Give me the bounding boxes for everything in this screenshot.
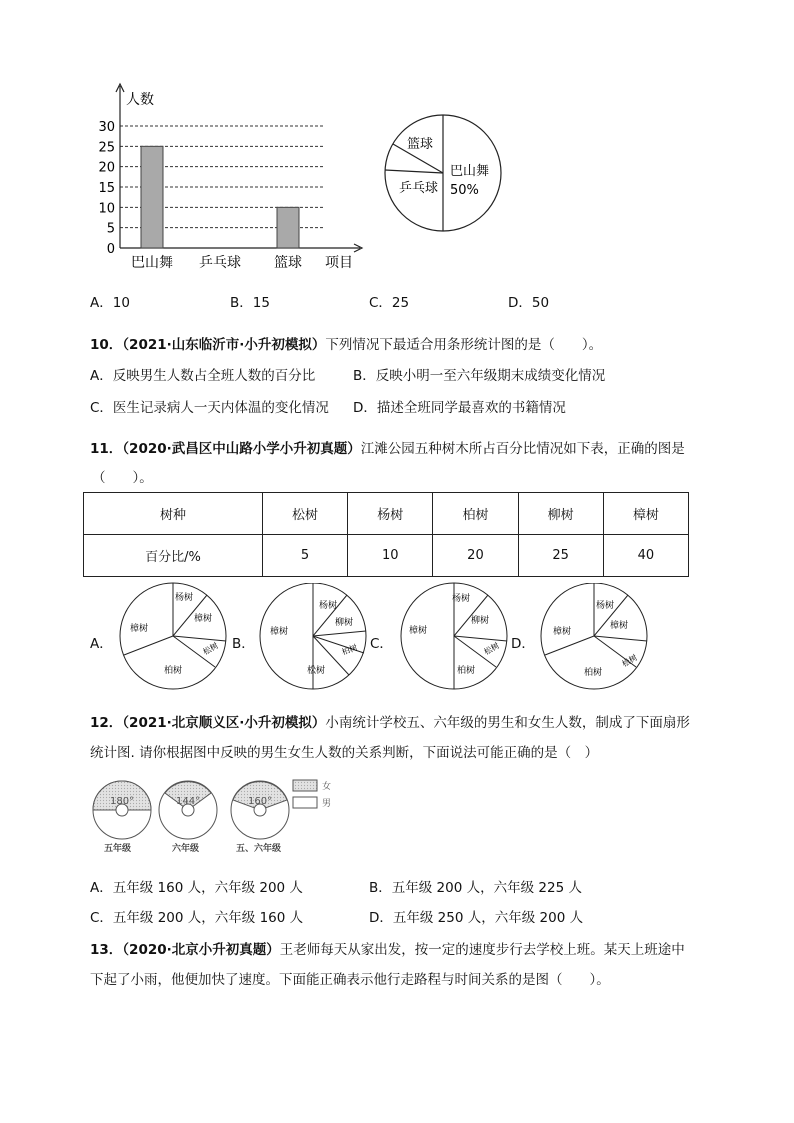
q11-stem-line2: （ ）。: [92, 470, 153, 486]
table-row: [84, 535, 689, 577]
pie-a-label-yang: 杨树: [175, 593, 194, 603]
x-category-label: 乒乓球: [199, 255, 241, 271]
grade5-6-caption: 五、六年级: [236, 844, 282, 854]
q11-stem: [90, 437, 685, 457]
q10-stem-text: 下列情况下最适合用条形统计图的是（ ）。: [325, 337, 603, 353]
q11-option-b-pie[interactable]: [256, 583, 371, 693]
table-header-cell: 柳树: [518, 493, 603, 535]
table-row: [84, 493, 689, 535]
q12-stem-line2: 统计图. 请你根据图中反映的男生女生人数的关系判断，下面说法可能正确的是（ ）: [90, 745, 599, 761]
q12-option-c[interactable]: C．五年级 200 人，六年级 160 人: [90, 910, 304, 926]
table-cell: 20: [433, 535, 518, 577]
q10-stem: [90, 333, 602, 353]
pie-c-label-yang: 杨树: [452, 594, 471, 604]
q13-source: （2020·北京小升初真题）: [122, 942, 280, 958]
q10-option-b[interactable]: B．反映小明一至六年级期末成绩变化情况: [353, 368, 606, 384]
y-tick-label: 5: [106, 221, 115, 237]
q11-option-d-letter[interactable]: D．: [511, 636, 535, 652]
q12-option-a[interactable]: A．五年级 160 人，六年级 200 人: [90, 880, 303, 896]
q12-option-d[interactable]: D．五年级 250 人，六年级 200 人: [369, 910, 584, 926]
pie-b-label-zhang: 樟树: [270, 627, 289, 637]
table-header-cell: 柏树: [433, 493, 518, 535]
q10-option-c[interactable]: C．医生记录病人一天内体温的变化情况: [90, 400, 329, 416]
pie-a-label-zhang: 樟树: [194, 614, 213, 624]
q10-option-a[interactable]: A．反映男生人数占全班人数的百分比: [90, 368, 316, 384]
q13-stem-line2: 下起了小雨，他便加快了速度。下面能正确表示他行走路程与时间关系的是图（ ）。: [90, 972, 610, 988]
grade5-caption: 五年级: [104, 844, 132, 854]
pie-label-pingpong: 乒乓球: [399, 181, 439, 196]
grade6-circle: [159, 781, 217, 854]
pie-c-label-zhang: 樟树: [409, 626, 428, 636]
q12-stem: [90, 711, 690, 731]
y-tick-label: 15: [98, 181, 115, 196]
grade5-circle: [93, 781, 151, 854]
q10-source: （2021·山东临沂市·小升初模拟）: [122, 337, 326, 353]
grade6-angle: 144°: [176, 796, 201, 807]
bar-chart: [90, 80, 370, 275]
grade6-caption: 六年级: [172, 844, 200, 854]
grade5-angle: 180°: [110, 796, 135, 807]
table-cell: 百分比/%: [84, 535, 263, 577]
q12-stem-text: 小南统计学校五、六年级的男生和女生人数，制成了下面扇形: [325, 715, 690, 731]
table-cell: 5: [262, 535, 347, 577]
y-axis-label: 人数: [126, 92, 154, 108]
table-header-cell: 松树: [262, 493, 347, 535]
q13-number: 13．: [90, 942, 123, 958]
y-tick-label: 0: [106, 242, 115, 257]
q10-number: 10．: [90, 337, 123, 353]
bar: [141, 146, 163, 248]
q11-option-d-pie[interactable]: [537, 583, 652, 693]
pie-b-label-song: 松树: [307, 666, 326, 676]
legend: [293, 780, 331, 809]
activity-pie-chart: [380, 108, 510, 238]
pie-b-label-liu: 柳树: [335, 618, 354, 628]
pie-d-label-zhang: 樟树: [610, 621, 629, 631]
y-tick-label: 20: [98, 160, 115, 176]
pie-d-label-bai: 柏树: [584, 668, 603, 678]
pie-c-label-bai: 柏树: [457, 666, 476, 676]
x-category-label: 巴山舞: [131, 255, 173, 271]
pie-a-label-bai: 柏树: [164, 666, 183, 676]
q11-source: （2020·武昌区中山路小学小升初真题）: [122, 441, 361, 457]
grade5-6-angle: 160°: [248, 796, 273, 807]
y-tick-label: 30: [98, 120, 115, 135]
q11-stem-text: 江滩公园五种树木所占百分比情况如下表，正确的图是: [360, 441, 685, 457]
q9-option-b[interactable]: B．15: [230, 295, 270, 311]
y-tick-label: 10: [98, 201, 115, 217]
pie-label-bashanwu-pct: 50%: [450, 183, 479, 198]
table-header-cell: 杨树: [348, 493, 433, 535]
q13-stem: [90, 938, 685, 958]
tree-percentage-table: [83, 492, 689, 577]
pie-d-label-yang: 杨树: [596, 601, 615, 611]
pie-label-basketball: 篮球: [407, 137, 434, 152]
q9-option-c[interactable]: C．25: [369, 295, 410, 311]
y-tick-label: 25: [98, 140, 115, 156]
pie-c-label-song: 松树: [482, 640, 501, 657]
q13-stem-text: 王老师每天从家出发，按一定的速度步行去学校上班。某天上班途中: [279, 942, 685, 958]
q11-number: 11．: [90, 441, 123, 457]
table-header-cell: 樟树: [603, 493, 688, 535]
pie-a-label-song: 松树: [201, 640, 220, 657]
q10-option-d[interactable]: D．描述全班同学最喜欢的书籍情况: [353, 400, 566, 416]
table-cell: 40: [603, 535, 688, 577]
q11-option-c-pie[interactable]: [397, 581, 512, 691]
table-cell: 25: [518, 535, 603, 577]
q11-option-a-letter[interactable]: A．: [90, 636, 113, 652]
pie-b-label-bai: 柏树: [340, 642, 359, 657]
pie-a-label-zhang2: 樟树: [130, 624, 149, 634]
q12-figure: [90, 778, 350, 858]
pie-c-label-liu: 柳树: [471, 616, 490, 626]
bar: [277, 207, 299, 248]
pie-label-bashanwu: 巴山舞: [450, 164, 490, 179]
legend-male: 男: [322, 799, 332, 809]
x-category-label: 篮球: [274, 255, 302, 271]
q12-option-b[interactable]: B．五年级 200 人，六年级 225 人: [369, 880, 582, 896]
q11-option-b-letter[interactable]: B．: [232, 636, 255, 652]
legend-female: 女: [322, 782, 332, 792]
table-header-cell: 树种: [84, 493, 263, 535]
pie-d-label-song: 松树: [620, 652, 639, 669]
q11-option-c-letter[interactable]: C．: [370, 636, 393, 652]
x-axis-label: 项目: [325, 255, 353, 271]
pie-d-label-zhang2: 樟树: [553, 627, 572, 637]
q9-option-a[interactable]: A．10: [90, 295, 130, 311]
table-cell: 10: [348, 535, 433, 577]
q9-option-d[interactable]: D．50: [508, 295, 550, 311]
q12-number: 12．: [90, 715, 123, 731]
grade5-6-circle: [231, 781, 289, 854]
q11-option-a-pie[interactable]: [116, 581, 231, 691]
pie-b-label-yang: 杨树: [319, 601, 338, 611]
q12-source: （2021·北京顺义区·小升初模拟）: [122, 715, 326, 731]
